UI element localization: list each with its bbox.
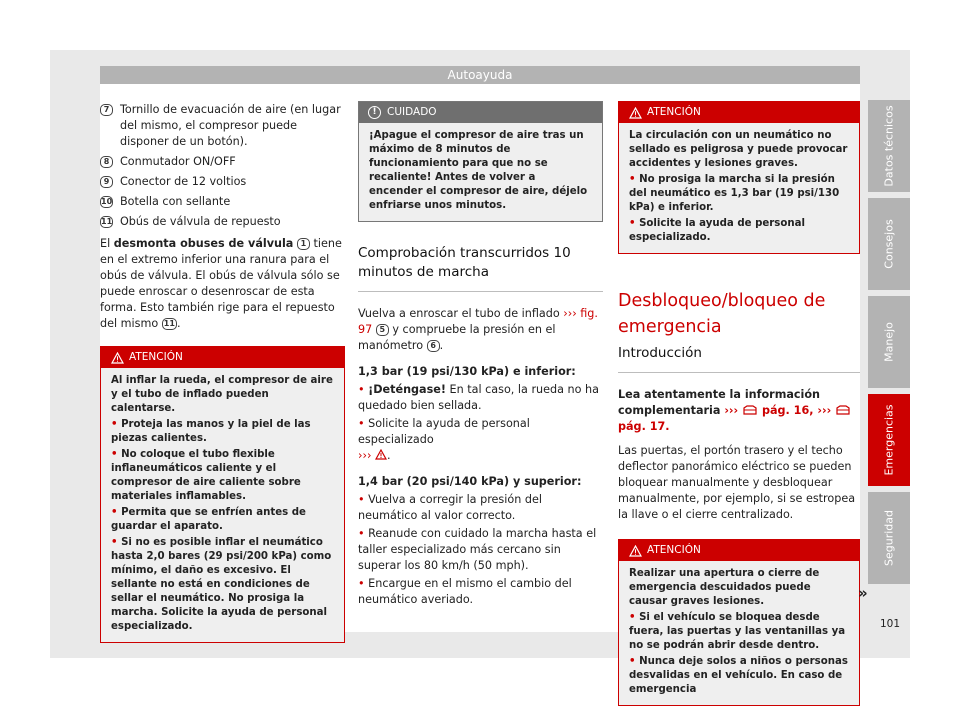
warning-header [619,102,859,123]
list-item [100,174,345,190]
figure-link[interactable]: ››› fig. 97 [358,307,598,336]
bullet-item [358,526,603,574]
bullet-text: No coloque el tubo flexible inflaneumáticos caliente y el compresor de aire caliente sobre materiales inflamables. [111,449,301,502]
text-run: Solicite la ayuda de personal especializado [358,417,530,446]
tab-seguridad[interactable] [868,492,910,584]
warning-triangle-icon [111,352,124,364]
list-item-text: Obús de válvula de repuesto [120,215,281,228]
page-number: 101 [880,618,901,630]
book-icon [835,404,851,416]
callout-number: 11 [163,319,175,328]
column-middle [358,101,603,608]
warning-body [619,561,859,705]
warning-bullet [111,506,334,534]
list-item [100,214,345,230]
text-run: Encargue en el mismo el cambio del neumático averiado. [358,577,572,606]
warning-triangle-icon [629,107,642,119]
intro-paragraph [618,387,860,435]
bullet-icon: • [111,419,122,430]
list-item [100,154,345,170]
list-item [100,102,345,150]
bullet-icon: • [111,507,122,518]
link-arrow[interactable]: ››› [724,404,739,417]
bullet-icon: • [111,449,122,460]
column-right [618,101,860,706]
warning-box [100,346,345,643]
warning-box [618,101,860,254]
warning-intro: La circulación con un neumático no sellado es peligrosa y puede provocar accidentes y lesiones graves. [629,130,848,169]
bullet-icon: • [358,577,369,590]
callout-number: 5 [376,324,389,336]
tab-manejo[interactable] [868,296,910,388]
callout-number: 11 [101,217,113,226]
list-item-text: Botella con sellante [120,195,231,208]
tab-emergencias[interactable] [868,394,910,486]
book-icon [742,404,758,416]
bullet-item [358,382,603,414]
text-bold: desmonta obuses de válvula [113,237,294,250]
tab-datos-tecnicos[interactable] [868,100,910,192]
caution-title: CUIDADO [387,106,437,118]
warning-title: ATENCIÓN [647,544,701,556]
bullet-item: • Solicite la ayuda de personal especializado ››› . [358,417,530,462]
tab-label: Seguridad [882,510,896,566]
warning-intro: Al inflar la rueda, el compresor de aire y el tubo de inflado pueden calentarse. [111,375,333,414]
bullet-icon: • [358,527,369,540]
bullet-icon: • [629,612,640,623]
text-run: El [100,237,114,250]
list-item-text: Tornillo de evacuación de aire (en lugar del mismo, el compresor puede disponer de un botón). [120,103,341,148]
tab-label: Emergencias [882,404,896,476]
text-run: Vuelva a enroscar el tubo de inflado [358,307,564,320]
warning-title: ATENCIÓN [647,106,701,118]
callout-number: 1 [297,238,310,250]
tab-label: Consejos [882,219,896,269]
text-run: y compruebe la presión en el manómetro [358,323,556,352]
paragraph: Las puertas, el portón trasero y el techo deflector panorámico eléctrico se pueden bloquear manualmente y desbloquear manualmente, por ejemplo, si se estropea la llave o el cierre centralizado. [618,444,856,521]
warning-bullet [629,217,849,245]
text-run: . [439,339,444,352]
section-title: Comprobación transcurridos 10 minutos de marcha [358,244,603,292]
bullet-text: No prosiga la marcha si la presión del neumático es 1,3 bar (19 psi/130 kPa) e inferior. [629,174,840,213]
column-left [100,102,345,643]
warning-bullet [629,173,849,215]
bullet-text: Proteja las manos y la piel de las piezas calientes. [111,419,311,444]
callout-number: 7 [100,104,113,116]
bullet-item [358,492,603,524]
warning-bullet [629,655,849,697]
caution-header [359,102,602,123]
callout-number: 8 [100,156,113,168]
warning-bullet [629,611,849,653]
bullet-text: Si no es posible inflar el neumático hasta 2,0 bares (29 psi/200 kPa) como mínimo, el daño es excesivo. El sellante no está en condiciones de sellar el neumático. No prosiga la marcha. Solicite la ayuda de personal especializado. [111,537,332,632]
warning-title: ATENCIÓN [129,351,183,363]
bullet-text: Si el vehículo se bloquea desde fuera, las puertas y las ventanillas ya no se podrán abrir desde dentro. [629,612,846,651]
callout-number: 10 [101,197,113,206]
text-run: Lea atentamente la información complementaria [618,388,821,417]
callout-number: 6 [427,340,440,352]
warning-body [619,123,859,253]
text-run: Reanude con cuidado la marcha hasta el taller especializado más cercano sin superar los 80 km/h (50 mph). [358,527,597,572]
subheading: 1,4 bar (20 psi/140 kPa) y superior: [358,475,582,488]
valve-paragraph [100,236,345,332]
warning-header [619,540,859,561]
running-header: Autoayuda [100,66,860,84]
bullet-icon: • [629,174,640,185]
tab-label: Datos técnicos [882,105,896,187]
bullet-icon: • [629,656,640,667]
warning-bullet [111,536,334,634]
bullet-icon: • [358,383,369,396]
page-link[interactable]: pág. 16, [761,404,814,417]
callout-number: 9 [100,176,113,188]
section-title: Introducción [618,344,860,373]
bullet-icon: • [358,417,369,430]
warning-bullet [111,448,334,504]
text-run: En tal caso, la rueda no ha quedado bien sellada. [358,383,599,412]
tab-label: Manejo [882,322,896,362]
bullet-icon: • [358,493,369,506]
page-link[interactable]: pág. 17. [618,420,670,433]
list-item-text: Conmutador ON/OFF [120,155,236,168]
link-arrow[interactable]: ››› [817,404,832,417]
bullet-text: Solicite la ayuda de personal especializado. [629,218,805,243]
subheading: 1,3 bar (19 psi/130 kPa) e inferior: [358,365,576,378]
text-run: tiene en el extremo inferior una ranura para el obús de válvula. El obús de válvula sólo se puede enroscar o desenroscar de esta forma. Esto también rige para el repuesto del mismo [100,237,342,330]
warning-body [101,368,344,642]
warning-box [618,539,860,706]
chapter-title: Desbloqueo/bloqueo de emergencia [618,291,826,337]
bullet-icon: • [111,537,122,548]
warning-triangle-icon [375,449,387,460]
bullet-text: Nunca deje solos a niños o personas desvalidas en el vehículo. En caso de emergencia [629,656,848,695]
text-run: . [176,317,181,330]
caution-body: ¡Apague el compresor de aire tras un máximo de 8 minutos de funcionamiento para que no se recaliente! Antes de volver a encender el compresor de aire, déjelo enfriarse unos minutos. [359,123,602,221]
bullet-text: Permita que se enfríen antes de guardar el aparato. [111,507,306,532]
page-content [100,84,860,695]
tab-consejos[interactable] [868,198,910,290]
list-item-text: Conector de 12 voltios [120,175,247,188]
continue-arrow-icon: » [858,584,868,602]
text-run: Vuelva a corregir la presión del neumático al valor correcto. [358,493,542,522]
text-bold: ¡Deténgase! [368,383,446,396]
warning-header [101,347,344,368]
warning-link[interactable]: ››› [358,449,372,462]
paragraph [358,306,603,354]
warning-triangle-icon [629,545,642,557]
caution-box [358,101,603,222]
warning-bullet [111,418,334,446]
bullet-item [358,576,603,608]
bullet-icon: • [629,218,640,229]
list-item [100,194,345,210]
warning-intro: Realizar una apertura o cierre de emergencia descuidados puede causar graves lesiones. [629,568,820,607]
info-circle-icon: ! [368,106,381,119]
